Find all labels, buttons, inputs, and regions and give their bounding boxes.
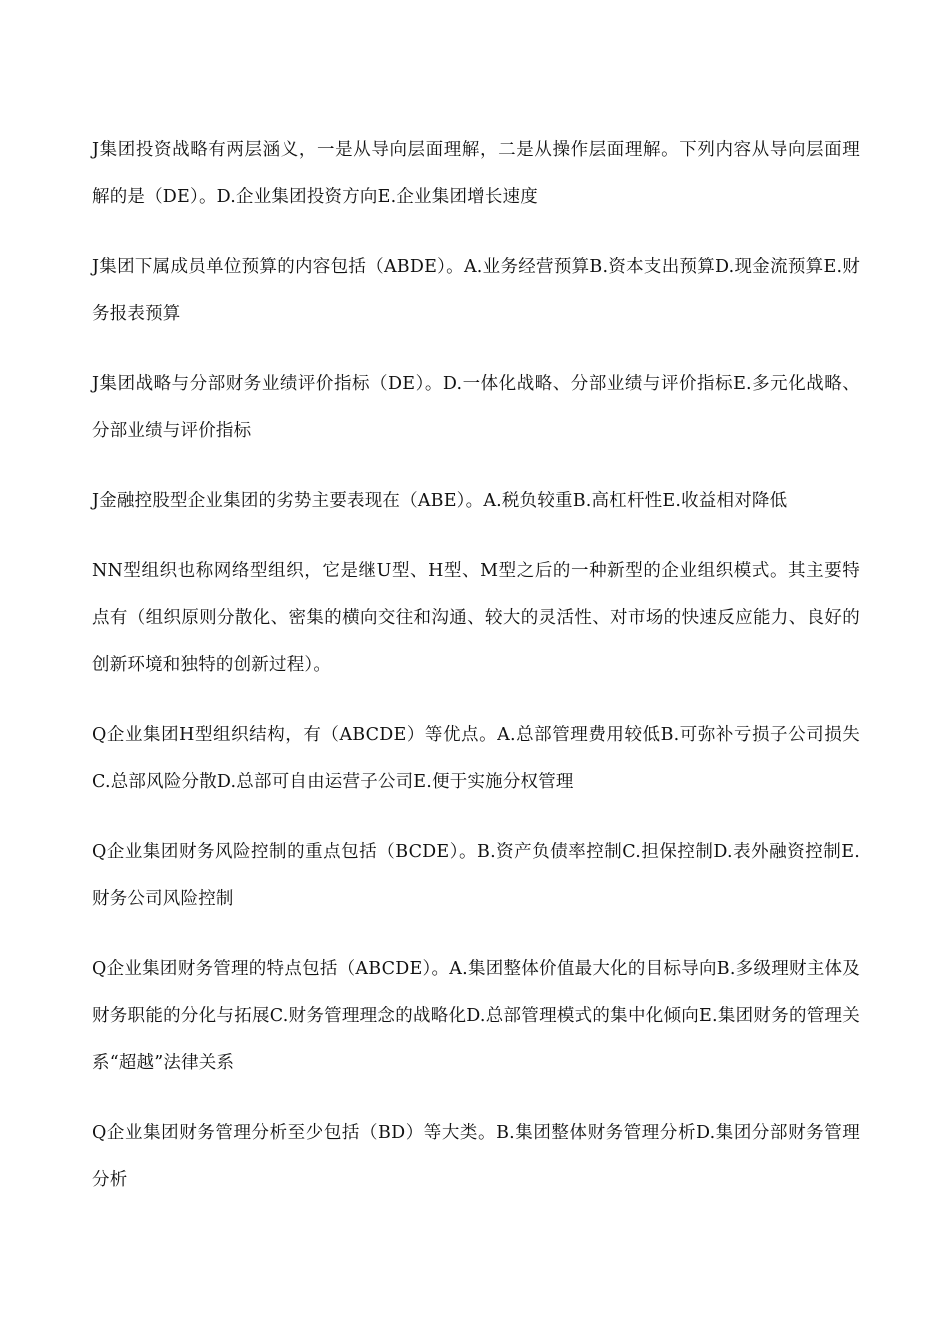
question-paragraph-1: J集团投资战略有两层涵义，一是从导向层面理解，二是从操作层面理解。下列内容从导向层面理解的是（DE）。D.企业集团投资方向E.企业集团增长速度	[92, 140, 860, 207]
question-paragraph-6: Q企业集团H型组织结构，有（ABCDE）等优点。A.总部管理费用较低B.可弥补亏损子公司损失C.总部风险分散D.总部可自由运营子公司E.便于实施分权管理	[92, 725, 860, 792]
question-paragraph-2: J集团下属成员单位预算的内容包括（ABDE）。A.业务经营预算B.资本支出预算D.现金流预算E.财务报表预算	[92, 257, 860, 324]
question-paragraph-3: J集团战略与分部财务业绩评价指标（DE）。D.一体化战略、分部业绩与评价指标E.多元化战略、分部业绩与评价指标	[92, 374, 860, 441]
question-paragraph-5: NN型组织也称网络型组织，它是继U型、H型、M型之后的一种新型的企业组织模式。其主要特点有（组织原则分散化、密集的横向交往和沟通、较大的灵活性、对市场的快速反应能力、良好的创新环境和独特的创新过程）。	[92, 561, 860, 675]
question-paragraph-4: J金融控股型企业集团的劣势主要表现在（ABE）。A.税负较重B.高杠杆性E.收益相对降低	[92, 491, 788, 511]
question-paragraph-7: Q企业集团财务风险控制的重点包括（BCDE）。B.资产负债率控制C.担保控制D.表外融资控制E.财务公司风险控制	[92, 842, 860, 909]
question-paragraph-9: Q企业集团财务管理分析至少包括（BD）等大类。B.集团整体财务管理分析D.集团分部财务管理分析	[92, 1123, 860, 1190]
document-body	[92, 127, 860, 1227]
question-paragraph-8: Q企业集团财务管理的特点包括（ABCDE）。A.集团整体价值最大化的目标导向B.多级理财主体及财务职能的分化与拓展C.财务管理理念的战略化D.总部管理模式的集中化倾向E.集团财务的管理关系“超越”法律关系	[92, 959, 860, 1073]
